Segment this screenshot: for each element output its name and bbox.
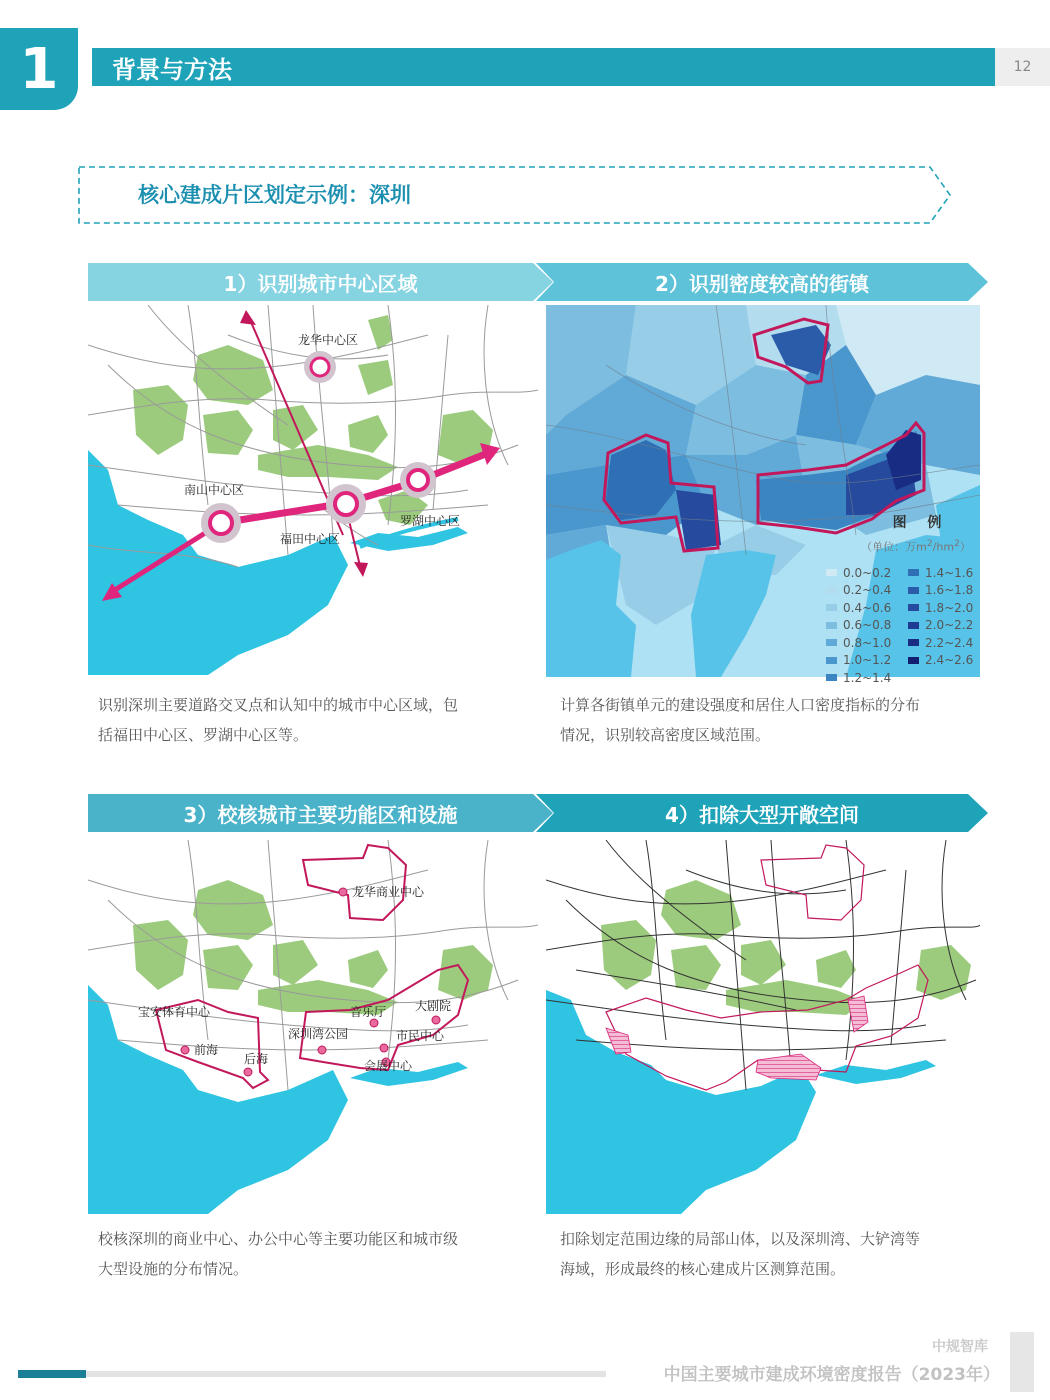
footer-divider xyxy=(86,1371,606,1377)
legend-swatch xyxy=(826,657,837,664)
label-convention: 会展中心 xyxy=(364,1059,413,1073)
legend-label: 0.0~0.2 xyxy=(843,565,892,580)
legend-item xyxy=(908,582,986,599)
legend-item xyxy=(826,617,908,634)
label-nanshan: 南山中心区 xyxy=(184,483,245,497)
legend-item xyxy=(908,635,986,652)
legend-swatch xyxy=(826,569,837,576)
label-grand-theatre: 大剧院 xyxy=(415,999,452,1013)
legend-label: 0.8~1.0 xyxy=(843,635,892,650)
legend-item xyxy=(908,600,986,617)
step-2-header xyxy=(536,263,988,301)
section-banner xyxy=(78,165,953,225)
legend-label: 1.4~1.6 xyxy=(925,565,974,580)
legend-label: 1.0~1.2 xyxy=(843,653,892,668)
label-bay-park: 深圳湾公园 xyxy=(288,1027,349,1041)
legend-item xyxy=(826,600,908,617)
step-3-title: 3）校核城市主要功能区和设施 xyxy=(183,802,458,827)
legend-item xyxy=(826,565,908,582)
legend-label: 1.6~1.8 xyxy=(925,583,974,598)
legend-item xyxy=(826,652,908,669)
chapter-badge: 1 xyxy=(0,28,78,110)
legend-swatch xyxy=(908,657,919,664)
legend-item xyxy=(908,565,986,582)
legend-item xyxy=(908,670,986,687)
page-number: 12 xyxy=(995,48,1050,86)
step-2-title: 2）识别密度较高的街镇 xyxy=(655,271,869,296)
step-3-header xyxy=(88,794,553,832)
label-futian: 福田中心区 xyxy=(280,532,341,546)
legend-label: 2.4~2.6 xyxy=(925,653,974,668)
legend-title: 图 例 xyxy=(892,515,950,531)
label-baoan-stadium: 宝安体育中心 xyxy=(138,1005,211,1019)
label-civic-center: 市民中心 xyxy=(396,1029,445,1043)
footer-brand: 中规智库 xyxy=(932,1339,988,1355)
legend-label: 0.6~0.8 xyxy=(843,618,892,633)
map-city-centers xyxy=(88,305,538,675)
legend-label: 2.2~2.4 xyxy=(925,635,974,650)
label-longhua: 龙华中心区 xyxy=(298,333,359,347)
legend-swatch xyxy=(908,639,919,646)
legend-item xyxy=(826,670,908,687)
section-title: 核心建成片区划定示例：深圳 xyxy=(138,183,411,207)
density-legend xyxy=(826,512,986,686)
caption-step-1: 识别深圳主要道路交叉点和认知中的城市中心区域，包 括福田中心区、罗湖中心区等。 xyxy=(98,696,459,744)
footer-accent-bar xyxy=(18,1370,86,1378)
legend-swatch xyxy=(826,604,837,611)
legend-item xyxy=(908,652,986,669)
label-concert-hall: 音乐厅 xyxy=(350,1005,387,1019)
label-houhai: 后海 xyxy=(244,1052,269,1066)
step-1-title: 1）识别城市中心区域 xyxy=(223,271,418,296)
legend-item xyxy=(826,582,908,599)
legend-swatch xyxy=(826,639,837,646)
map-functional-areas xyxy=(88,840,538,1214)
legend-item xyxy=(908,617,986,634)
legend-label: 1.8~2.0 xyxy=(925,600,974,615)
footer-side-tab xyxy=(1010,1332,1034,1392)
step-1-header xyxy=(88,263,553,301)
legend-label: 2.0~2.2 xyxy=(925,618,974,633)
legend-label: 0.4~0.6 xyxy=(843,600,892,615)
label-qianhai: 前海 xyxy=(194,1043,219,1057)
legend-label: 1.2~1.4 xyxy=(843,670,892,685)
legend-swatch xyxy=(908,622,919,629)
footer-report-title: 中国主要城市建成环境密度报告（2023年） xyxy=(663,1365,1000,1385)
legend-item xyxy=(826,635,908,652)
legend-swatch xyxy=(908,604,919,611)
legend-swatch xyxy=(908,569,919,576)
chapter-title: 背景与方法 xyxy=(92,48,995,86)
legend-items xyxy=(826,565,986,687)
caption-step-4: 扣除划定范围边缘的局部山体，以及深圳湾、大铲湾等 海域，形成最终的核心建成片区测算范围。 xyxy=(560,1230,921,1278)
legend-unit: （单位：万$m^2/hm^2$） xyxy=(861,538,971,554)
legend-swatch xyxy=(826,674,837,681)
legend-swatch xyxy=(908,587,919,594)
step-4-header xyxy=(536,794,988,832)
label-longhua-commercial: 龙华商业中心 xyxy=(352,885,425,899)
map-open-space-removal xyxy=(546,840,980,1214)
label-luohu: 罗湖中心区 xyxy=(400,514,461,528)
legend-swatch xyxy=(826,622,837,629)
step-4-title: 4）扣除大型开敞空间 xyxy=(665,802,859,827)
legend-swatch xyxy=(826,587,837,594)
caption-step-2: 计算各街镇单元的建设强度和居住人口密度指标的分布 情况，识别较高密度区域范围。 xyxy=(560,696,921,744)
caption-step-3: 校核深圳的商业中心、办公中心等主要功能区和城市级 大型设施的分布情况。 xyxy=(98,1230,459,1278)
legend-label: 0.2~0.4 xyxy=(843,583,892,598)
